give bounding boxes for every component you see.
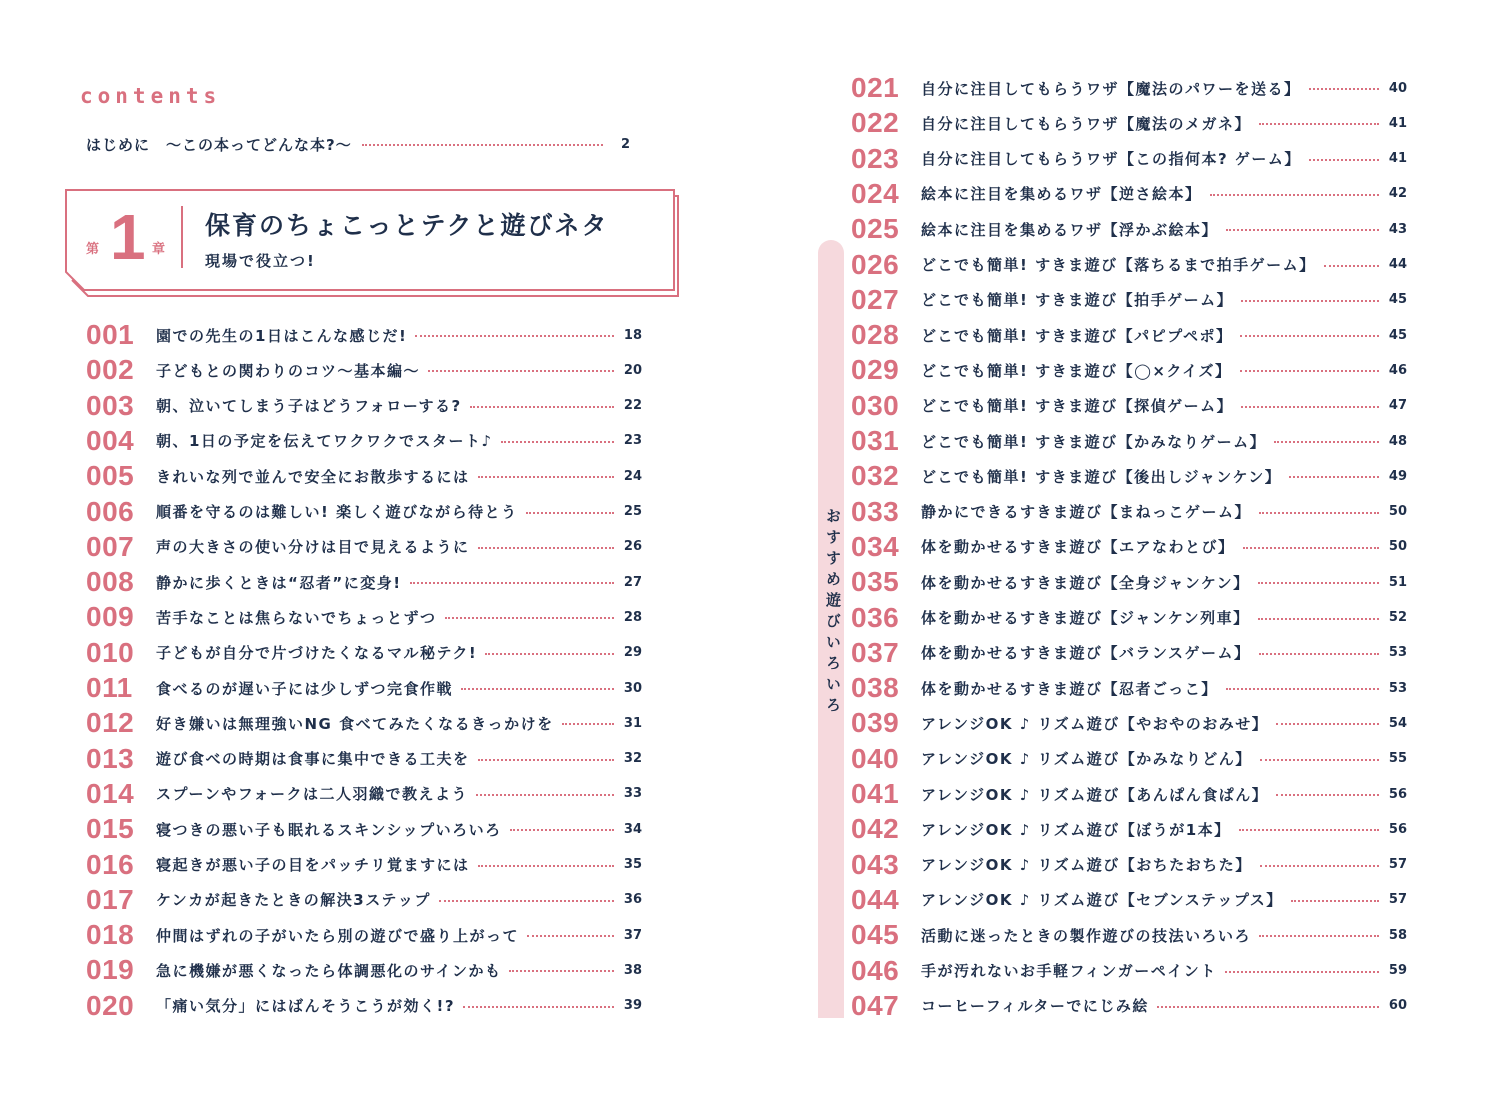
leader-dots bbox=[1243, 547, 1379, 549]
entry-page: 50 bbox=[1388, 504, 1407, 520]
toc-entry[interactable] bbox=[851, 318, 1407, 352]
intro-entry[interactable] bbox=[86, 133, 631, 155]
toc-entry[interactable] bbox=[851, 142, 1407, 176]
contents-heading: contents bbox=[80, 84, 222, 108]
entry-page: 53 bbox=[1388, 645, 1407, 661]
entry-number: 040 bbox=[851, 742, 900, 774]
entry-number: 014 bbox=[86, 777, 135, 809]
entry-page: 55 bbox=[1388, 751, 1407, 767]
entry-title: どこでも簡単! すきま遊び【かみなりゲーム】 bbox=[921, 432, 1267, 451]
entry-number: 012 bbox=[86, 707, 135, 739]
entry-page: 34 bbox=[623, 821, 642, 837]
leader-dots bbox=[1225, 971, 1379, 973]
entry-page: 58 bbox=[1388, 927, 1407, 943]
entry-page: 42 bbox=[1388, 186, 1407, 202]
entry-number: 036 bbox=[851, 601, 900, 633]
leader-dots bbox=[470, 406, 614, 408]
entry-number: 038 bbox=[851, 672, 900, 704]
toc-entry[interactable] bbox=[86, 883, 642, 917]
leader-dots bbox=[463, 1006, 614, 1008]
toc-entry[interactable] bbox=[851, 283, 1407, 317]
leader-dots bbox=[476, 794, 614, 796]
leader-dots bbox=[439, 900, 614, 902]
entry-page: 23 bbox=[623, 433, 642, 449]
entry-title: 静かに歩くときは“忍者”に変身! bbox=[156, 573, 402, 592]
entry-page: 47 bbox=[1388, 398, 1407, 414]
leader-dots bbox=[1309, 159, 1379, 161]
entry-title: アレンジOK ♪ リズム遊び【あんぱん食ぱん】 bbox=[921, 785, 1269, 804]
entry-page: 36 bbox=[623, 892, 642, 908]
entry-title: 朝、泣いてしまう子はどうフォローする? bbox=[156, 397, 462, 416]
entry-page: 28 bbox=[623, 609, 642, 625]
entry-title: どこでも簡単! すきま遊び【◯×クイズ】 bbox=[921, 361, 1232, 380]
leader-dots bbox=[1274, 441, 1379, 443]
entry-title: 子どもが自分で片づけたくなるマル秘テク! bbox=[156, 644, 478, 663]
entry-page: 43 bbox=[1388, 221, 1407, 237]
toc-entry[interactable] bbox=[86, 953, 642, 987]
leader-dots bbox=[1240, 335, 1379, 337]
leader-dots bbox=[1210, 194, 1379, 196]
toc-entry[interactable] bbox=[851, 530, 1407, 564]
toc-entry[interactable] bbox=[851, 106, 1407, 140]
toc-entry[interactable] bbox=[851, 671, 1407, 705]
entry-page: 54 bbox=[1388, 715, 1407, 731]
toc-entry[interactable] bbox=[86, 565, 642, 599]
toc-entry[interactable] bbox=[851, 706, 1407, 740]
entry-title: どこでも簡単! すきま遊び【パピプペポ】 bbox=[921, 326, 1233, 345]
leader-dots bbox=[1324, 265, 1379, 267]
entry-title: 体を動かせるすきま遊び【ジャンケン列車】 bbox=[921, 609, 1250, 627]
toc-entry[interactable] bbox=[851, 812, 1407, 846]
entry-page: 37 bbox=[623, 927, 642, 943]
entry-title: 苦手なことは焦らないでちょっとずつ bbox=[156, 608, 437, 627]
entry-title: 声の大きさの使い分けは目で見えるように bbox=[156, 538, 470, 557]
toc-entry[interactable] bbox=[851, 918, 1407, 952]
entry-page: 18 bbox=[623, 327, 642, 343]
entry-number: 019 bbox=[86, 954, 135, 986]
entry-number: 028 bbox=[851, 319, 900, 351]
chapter-prefix: 第 bbox=[86, 242, 100, 257]
entry-title: アレンジOK ♪ リズム遊び【やおやのおみせ】 bbox=[921, 714, 1269, 733]
entry-number: 027 bbox=[851, 283, 900, 315]
toc-entry[interactable] bbox=[86, 742, 642, 776]
entry-page: 52 bbox=[1388, 610, 1407, 625]
entry-number: 010 bbox=[86, 636, 135, 668]
leader-dots bbox=[1241, 300, 1379, 302]
entry-number: 021 bbox=[851, 72, 900, 103]
entry-page: 57 bbox=[1388, 892, 1407, 908]
toc-entry[interactable] bbox=[851, 777, 1407, 811]
leader-dots bbox=[1309, 88, 1379, 90]
entry-page: 50 bbox=[1388, 539, 1407, 555]
toc-entry[interactable] bbox=[851, 883, 1407, 917]
leader-dots bbox=[461, 688, 614, 690]
entry-number: 041 bbox=[851, 778, 900, 809]
leader-dots bbox=[1157, 1006, 1379, 1008]
leader-dots bbox=[1260, 865, 1379, 867]
entry-title: アレンジOK ♪ リズム遊び【かみなりどん】 bbox=[921, 750, 1252, 769]
entry-page: 41 bbox=[1388, 115, 1407, 131]
toc-entry[interactable] bbox=[851, 954, 1407, 988]
leader-dots bbox=[1289, 476, 1379, 478]
toc-entry[interactable] bbox=[86, 848, 642, 882]
entry-title: 体を動かせるすきま遊び【エアなわとび】 bbox=[921, 538, 1235, 557]
entry-title: 「痛い気分」にはばんそうこうが効く!? bbox=[156, 997, 456, 1016]
leader-dots bbox=[526, 512, 614, 514]
entry-page: 41 bbox=[1388, 151, 1407, 167]
entry-page: 31 bbox=[623, 715, 642, 731]
leader-dots bbox=[510, 829, 614, 831]
chapter-title: 保育のちょこっとテクと遊びネタ bbox=[205, 211, 609, 240]
leader-dots bbox=[562, 723, 614, 725]
leader-dots bbox=[1226, 229, 1379, 231]
leader-dots bbox=[527, 935, 614, 937]
leader-dots bbox=[1276, 794, 1379, 796]
entry-title: 仲間はずれの子がいたら別の遊びで盛り上がって bbox=[156, 926, 520, 945]
entry-title: コーヒーフィルターでにじみ絵 bbox=[921, 997, 1149, 1016]
entry-page: 29 bbox=[623, 645, 642, 661]
entry-title: アレンジOK ♪ リズム遊び【ぼうが1本】 bbox=[921, 820, 1231, 839]
toc-entry[interactable] bbox=[86, 989, 642, 1023]
entry-page: 51 bbox=[1388, 574, 1407, 590]
entry-title: どこでも簡単! すきま遊び【落ちるまで拍手ゲーム】 bbox=[921, 256, 1316, 274]
entry-page: 25 bbox=[623, 504, 642, 519]
entry-number: 043 bbox=[851, 848, 900, 880]
chapter-number: 1 bbox=[110, 201, 146, 273]
entry-number: 011 bbox=[86, 672, 133, 703]
entry-page: 44 bbox=[1388, 257, 1407, 272]
leader-dots bbox=[1258, 582, 1379, 584]
toc-entry[interactable] bbox=[851, 459, 1407, 493]
entry-page: 45 bbox=[1388, 327, 1407, 343]
entry-page: 33 bbox=[623, 786, 642, 802]
toc-entry[interactable] bbox=[851, 212, 1407, 246]
leader-dots bbox=[445, 617, 614, 619]
toc-entry[interactable] bbox=[86, 600, 642, 634]
entry-page: 46 bbox=[1388, 362, 1407, 378]
entry-title: アレンジOK ♪ リズム遊び【セブンステップス】 bbox=[921, 891, 1283, 910]
leader-dots bbox=[501, 441, 614, 443]
entry-number: 004 bbox=[86, 424, 135, 456]
entry-number: 018 bbox=[86, 919, 135, 951]
entry-title: ケンカが起きたときの解決3ステップ bbox=[156, 891, 431, 910]
entry-page: 38 bbox=[623, 962, 642, 978]
toc-entry[interactable] bbox=[86, 424, 642, 458]
entry-page: 60 bbox=[1388, 998, 1407, 1014]
leader-dots bbox=[1259, 123, 1379, 125]
entry-title: 体を動かせるすきま遊び【バランスゲーム】 bbox=[921, 644, 1251, 663]
chapter-header bbox=[62, 186, 670, 286]
toc-entry[interactable] bbox=[86, 671, 642, 705]
toc-entry[interactable] bbox=[86, 353, 642, 387]
entry-number: 008 bbox=[86, 566, 135, 598]
leader-dots bbox=[485, 653, 614, 655]
toc-entry[interactable] bbox=[851, 177, 1407, 211]
leader-dots bbox=[1276, 723, 1379, 725]
leader-dots bbox=[1291, 900, 1379, 902]
toc-entry[interactable] bbox=[86, 389, 642, 423]
toc-entry[interactable] bbox=[86, 918, 642, 952]
entry-page: 57 bbox=[1388, 857, 1407, 873]
leader-dots bbox=[1259, 512, 1379, 514]
entry-title: どこでも簡単! すきま遊び【後出しジャンケン】 bbox=[921, 467, 1282, 486]
entry-number: 031 bbox=[851, 425, 900, 456]
entry-number: 032 bbox=[851, 460, 900, 492]
toc-entry[interactable] bbox=[86, 495, 642, 529]
leader-dots bbox=[478, 865, 614, 867]
entry-page: 59 bbox=[1388, 963, 1407, 978]
entry-title: 静かにできるすきま遊び【まねっこゲーム】 bbox=[921, 503, 1252, 522]
toc-entry[interactable] bbox=[86, 706, 642, 740]
toc-entry[interactable] bbox=[86, 812, 642, 846]
entry-page: 27 bbox=[623, 574, 642, 590]
entry-title: スプーンやフォークは二人羽織で教えよう bbox=[156, 785, 469, 804]
entry-page: 24 bbox=[623, 468, 642, 484]
entry-title: 遊び食べの時期は食事に集中できる工夫を bbox=[156, 750, 470, 769]
entry-number: 001 bbox=[86, 319, 135, 350]
entry-title: どこでも簡単! すきま遊び【拍手ゲーム】 bbox=[921, 291, 1234, 310]
entry-number: 034 bbox=[851, 530, 900, 562]
toc-entry[interactable] bbox=[851, 424, 1407, 458]
toc-entry[interactable] bbox=[851, 495, 1407, 529]
entry-title: 自分に注目してもらうワザ【この指何本? ゲーム】 bbox=[921, 150, 1301, 169]
chapter-suffix: 章 bbox=[152, 242, 166, 257]
side-label: おすすめ遊びいろいろ bbox=[824, 508, 842, 718]
toc-entry[interactable] bbox=[86, 459, 642, 493]
entry-title: 順番を守るのは難しい! 楽しく遊びながら待とう bbox=[156, 503, 518, 521]
toc-entry[interactable] bbox=[851, 353, 1407, 387]
entry-title: 好き嫌いは無理強いNG 食べてみたくなるきっかけを bbox=[156, 714, 554, 733]
entry-title: きれいな列で並んで安全にお散歩するには bbox=[156, 467, 470, 486]
leader-dots bbox=[1226, 688, 1379, 690]
toc-entry[interactable] bbox=[851, 71, 1407, 105]
leader-dots bbox=[478, 547, 614, 549]
toc-entry[interactable] bbox=[86, 530, 642, 564]
chapter-divider bbox=[181, 206, 183, 268]
entry-number: 025 bbox=[851, 213, 900, 245]
entry-number: 047 bbox=[851, 989, 900, 1021]
toc-entry[interactable] bbox=[851, 389, 1407, 423]
entry-number: 022 bbox=[851, 107, 900, 139]
entry-page: 30 bbox=[623, 680, 642, 696]
leader-dots bbox=[1258, 618, 1379, 620]
entry-title: 自分に注目してもらうワザ【魔法のパワーを送る】 bbox=[921, 79, 1301, 98]
entry-number: 044 bbox=[851, 883, 900, 915]
entry-number: 015 bbox=[86, 813, 135, 845]
entry-page: 53 bbox=[1388, 680, 1407, 696]
entry-title: 寝起きが悪い子の目をパッチリ覚ますには bbox=[156, 856, 470, 874]
entry-page: 49 bbox=[1388, 468, 1407, 484]
leader-dots bbox=[1240, 370, 1379, 372]
entry-number: 026 bbox=[851, 248, 900, 280]
intro-page: 2 bbox=[620, 136, 631, 152]
entry-page: 32 bbox=[623, 751, 642, 767]
leader-dots bbox=[415, 335, 614, 337]
toc-entry[interactable] bbox=[86, 777, 642, 811]
entry-title: 絵本に注目を集めるワザ【浮かぶ絵本】 bbox=[921, 220, 1219, 239]
entry-page: 22 bbox=[623, 398, 642, 414]
entry-number: 006 bbox=[86, 495, 135, 527]
leader-dots bbox=[1259, 653, 1379, 655]
entry-title: 園での先生の1日はこんな感じだ! bbox=[156, 326, 408, 345]
toc-entry[interactable] bbox=[851, 989, 1407, 1023]
entry-number: 017 bbox=[86, 883, 135, 915]
entry-page: 40 bbox=[1388, 80, 1407, 96]
toc-entry[interactable] bbox=[851, 848, 1407, 882]
entry-number: 009 bbox=[86, 601, 135, 633]
entry-page: 45 bbox=[1388, 292, 1407, 308]
entry-number: 020 bbox=[86, 989, 135, 1021]
toc-entry[interactable] bbox=[86, 318, 642, 352]
entry-number: 023 bbox=[851, 142, 900, 174]
entry-page: 48 bbox=[1388, 433, 1407, 449]
entry-number: 033 bbox=[851, 495, 900, 527]
entry-title: 自分に注目してもらうワザ【魔法のメガネ】 bbox=[921, 114, 1252, 133]
leader-dots bbox=[1241, 406, 1379, 408]
entry-page: 35 bbox=[623, 857, 642, 872]
entry-title: どこでも簡単! すきま遊び【探偵ゲーム】 bbox=[921, 397, 1234, 416]
toc-entry[interactable] bbox=[851, 742, 1407, 776]
entry-title: 朝、1日の予定を伝えてワクワクでスタート♪ bbox=[156, 432, 493, 451]
entry-number: 042 bbox=[851, 813, 900, 845]
leader-dots bbox=[1260, 759, 1379, 761]
toc-entry[interactable] bbox=[851, 248, 1407, 282]
entry-number: 030 bbox=[851, 389, 900, 421]
entry-title: 絵本に注目を集めるワザ【逆さ絵本】 bbox=[921, 185, 1202, 204]
entry-page: 56 bbox=[1388, 821, 1407, 837]
leader-dots bbox=[428, 370, 614, 372]
entry-number: 039 bbox=[851, 707, 900, 739]
entry-title: 手が汚れないお手軽フィンガーペイント bbox=[921, 962, 1217, 980]
entry-number: 007 bbox=[86, 530, 135, 562]
entry-number: 045 bbox=[851, 919, 900, 951]
toc-entry[interactable] bbox=[86, 636, 642, 670]
leader-dots bbox=[410, 582, 614, 584]
entry-number: 005 bbox=[86, 460, 135, 492]
entry-page: 20 bbox=[623, 362, 642, 378]
leader-dots bbox=[1259, 935, 1379, 937]
leader-dots bbox=[509, 970, 614, 972]
entry-title: 活動に迷ったときの製作遊びの技法いろいろ bbox=[921, 926, 1252, 945]
entry-number: 037 bbox=[851, 636, 900, 668]
entry-title: アレンジOK ♪ リズム遊び【おちたおちた】 bbox=[921, 856, 1252, 875]
leader-dots bbox=[362, 144, 603, 146]
leader-dots bbox=[1239, 829, 1379, 831]
entry-page: 26 bbox=[623, 539, 642, 555]
entry-title: 寝つきの悪い子も眠れるスキンシップいろいろ bbox=[156, 820, 502, 839]
intro-label: はじめに 〜この本ってどんな本?〜 bbox=[86, 135, 352, 154]
entry-title: 体を動かせるすきま遊び【全身ジャンケン】 bbox=[921, 573, 1250, 592]
entry-number: 024 bbox=[851, 177, 900, 209]
toc-entry[interactable] bbox=[851, 636, 1407, 670]
entry-number: 013 bbox=[86, 742, 135, 774]
entry-page: 56 bbox=[1388, 786, 1407, 802]
entry-title: 急に機嫌が悪くなったら体調悪化のサインかも bbox=[156, 961, 502, 980]
entry-number: 035 bbox=[851, 566, 900, 598]
entry-number: 016 bbox=[86, 848, 135, 880]
toc-entry[interactable] bbox=[851, 601, 1407, 635]
entry-title: 子どもとの関わりのコツ〜基本編〜 bbox=[156, 361, 421, 380]
entry-title: 食べるのが遅い子には少しずつ完食作戦 bbox=[156, 679, 454, 698]
entry-page: 39 bbox=[623, 998, 642, 1014]
entry-number: 046 bbox=[851, 954, 900, 986]
entry-number: 003 bbox=[86, 389, 135, 421]
entry-number: 029 bbox=[851, 354, 900, 386]
entry-number: 002 bbox=[86, 354, 135, 386]
toc-entry[interactable] bbox=[851, 565, 1407, 599]
entry-title: 体を動かせるすきま遊び【忍者ごっこ】 bbox=[921, 679, 1218, 698]
leader-dots bbox=[478, 476, 614, 478]
chapter-subtitle: 現場で役立つ! bbox=[205, 252, 316, 270]
leader-dots bbox=[478, 759, 614, 761]
